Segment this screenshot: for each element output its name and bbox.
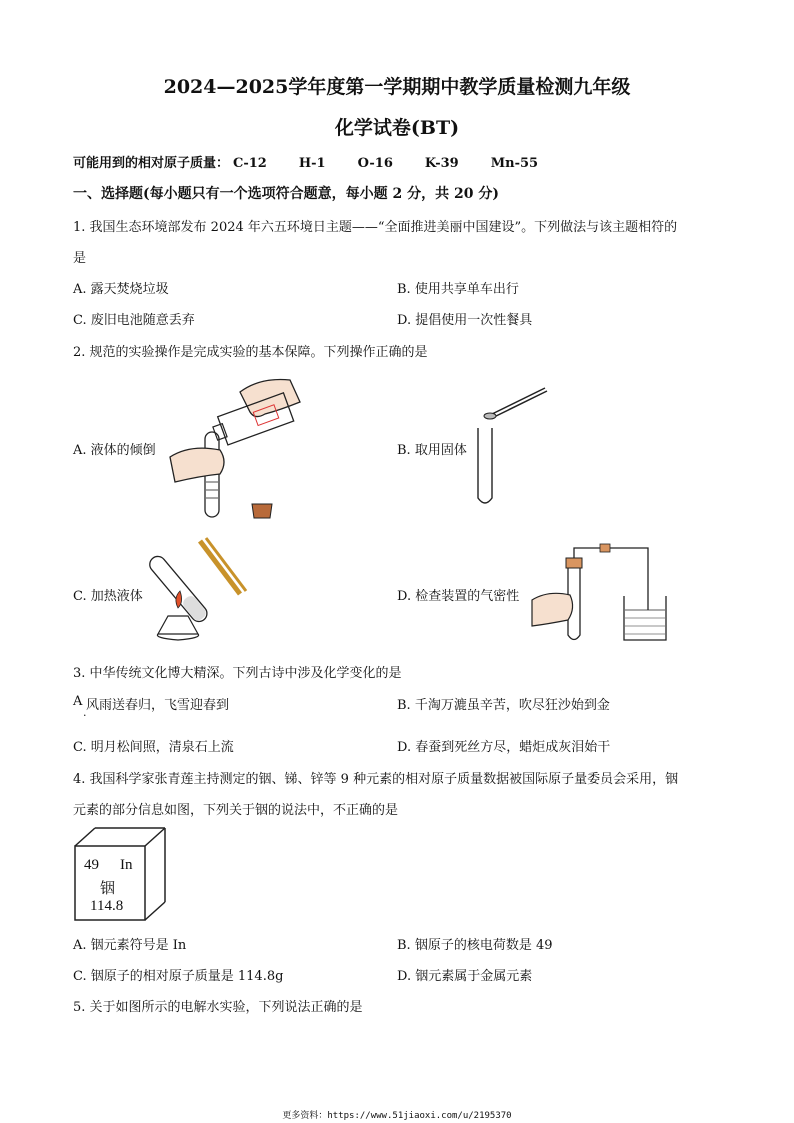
- taking-solid-illustration: [470, 380, 560, 510]
- q3-option-d: D. 春蚕到死丝方尽，蜡炬成灰泪始干: [397, 740, 611, 755]
- heating-liquid-illustration: [140, 536, 250, 646]
- airtightness-check-illustration: [528, 540, 673, 645]
- q4-option-a: A. 铟元素符号是 In: [73, 938, 187, 953]
- q3-stem: 3. 中华传统文化博大精深。下列古诗中涉及化学变化的是: [73, 666, 402, 681]
- q4-stem-cont: 元素的部分信息如图，下列关于铟的说法中，不正确的是: [73, 803, 399, 818]
- q1-stem: 1. 我国生态环境部发布 2024 年六五环境日主题——“全面推进美丽中国建设”。下列做法与该主题相符的: [73, 220, 678, 235]
- q2-option-b: B. 取用固体: [397, 443, 467, 458]
- q4-option-b: B. 铟原子的核电荷数是 49: [397, 938, 553, 953]
- pouring-liquid-illustration: [160, 372, 310, 527]
- q3-option-b: B. 千淘万漉虽辛苦，吹尽狂沙始到金: [397, 698, 610, 713]
- q3-option-c: C. 明月松间照，清泉石上流: [73, 740, 234, 755]
- footer-link[interactable]: 更多资料：https://www.51jiaoxi.com/u/2195370: [282, 1111, 512, 1121]
- q5-stem: 5. 关于如图所示的电解水实验，下列说法正确的是: [73, 1000, 363, 1015]
- atomic-mass-line: [73, 152, 570, 171]
- exam-title: 2024—2025学年度第一学期期中教学质量检测九年级: [163, 76, 631, 98]
- q2-option-d: D. 检查装置的气密性: [397, 589, 520, 604]
- element-symbol: In: [120, 857, 133, 873]
- atomic-mass-item: C-12: [233, 156, 267, 171]
- atomic-mass-item: Mn-55: [490, 156, 539, 171]
- atomic-mass-item: H-1: [298, 156, 326, 171]
- element-number: 49: [84, 857, 99, 873]
- element-mass: 114.8: [90, 898, 124, 914]
- q1-option-a: A. 露天焚烧垃圾: [73, 282, 169, 297]
- q3-option-a: 风雨送春归，飞雪迎春到: [86, 698, 230, 713]
- q3-option-a-letter: A: [73, 694, 83, 709]
- q2-stem: 2. 规范的实验操作是完成实验的基本保障。下列操作正确的是: [73, 345, 428, 360]
- q1-option-c: C. 废旧电池随意丢弃: [73, 313, 195, 328]
- q2-option-c: C. 加热液体: [73, 589, 143, 604]
- q3-option-a-dot: .: [83, 706, 87, 719]
- q4-option-c: C. 铟原子的相对原子质量是 114.8g: [73, 969, 284, 984]
- q4-stem: 4. 我国科学家张青莲主持测定的铟、锑、锌等 9 种元素的相对原子质量数据被国际原子量委员会采用，铟: [73, 772, 679, 787]
- exam-subtitle: 化学试卷(BT): [334, 117, 460, 139]
- q1-option-d: D. 提倡使用一次性餐具: [397, 313, 533, 328]
- atomic-mass-item: K-39: [424, 156, 459, 171]
- q1-stem-cont: 是: [73, 251, 87, 266]
- section-heading: 一、选择题(每小题只有一个选项符合题意，每小题 2 分，共 20 分): [73, 186, 499, 202]
- q1-option-b: B. 使用共享单车出行: [397, 282, 519, 297]
- q2-option-a: A. 液体的倾倒: [73, 443, 156, 458]
- atomic-mass-item: O-16: [357, 156, 393, 171]
- q4-option-d: D. 铟元素属于金属元素: [397, 969, 533, 984]
- atomic-mass-label: 可能用到的相对原子质量：: [73, 156, 230, 171]
- element-name: 铟: [100, 881, 116, 897]
